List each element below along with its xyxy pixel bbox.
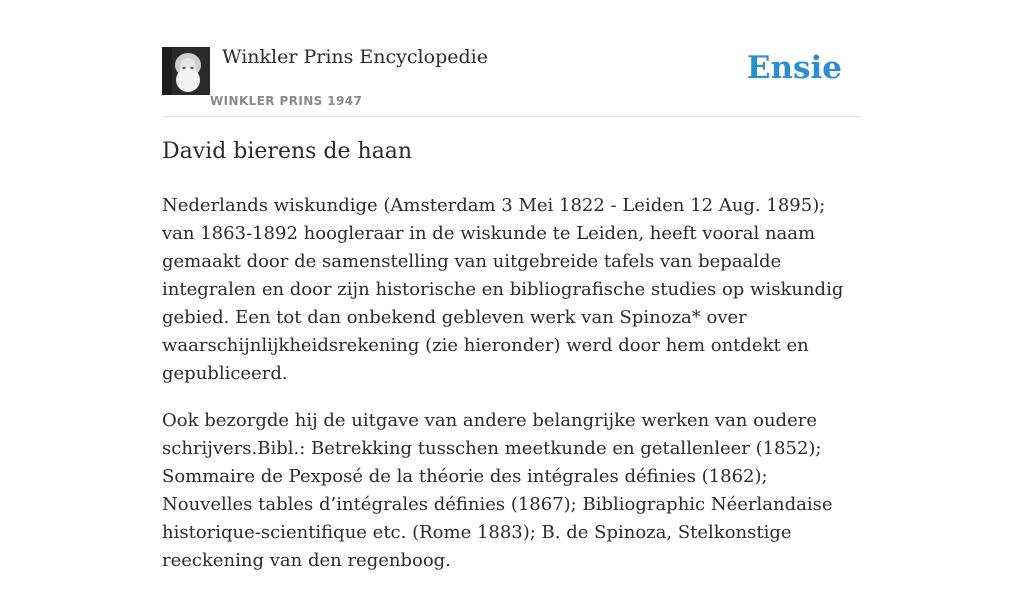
site-name-link[interactable]: Winkler Prins Encyclopedie bbox=[222, 46, 488, 68]
site-header bbox=[162, 40, 862, 117]
ensie-logo-link[interactable]: Ensie bbox=[746, 50, 842, 86]
article-body bbox=[162, 192, 862, 594]
edition-label: WINKLER PRINS 1947 bbox=[210, 94, 363, 108]
portrait-icon bbox=[162, 47, 210, 95]
article-paragraph: Nederlands wiskundige (Amsterdam 3 Mei 1822 - Leiden 12 Aug. 1895); van 1863-1892 hoogleraar in de wiskunde te Leiden, heeft vooral naam gemaakt door de samenstelling van uitgebreide tafels van bepaalde integralen en door zijn historische en bibliografische studies op wiskundig gebied. Een tot dan onbekend gebleven werk van Spinoza* over waarschijnlijkheidsrekening (zie hieronder) werd door hem ontdekt en gepubliceerd. bbox=[162, 195, 844, 384]
article-title: David bierens de haan bbox=[162, 139, 413, 164]
encyclopedia-avatar[interactable] bbox=[162, 47, 210, 95]
article-paragraph: Ook bezorgde hij de uitgave van andere belangrijke werken van oudere schrijvers.Bibl.: Betrekking tusschen meetkunde en getallenleer (1852); Sommaire de Pexposé de la théorie des intégrales définies (1862); Nouvelles tables d’intégrales définies (1867); Bibliographic Néerlandaise historique-scientifique etc. (Rome 1883); B. de Spinoza, Stelkonstige reeckening van den regenboog. bbox=[162, 410, 833, 571]
